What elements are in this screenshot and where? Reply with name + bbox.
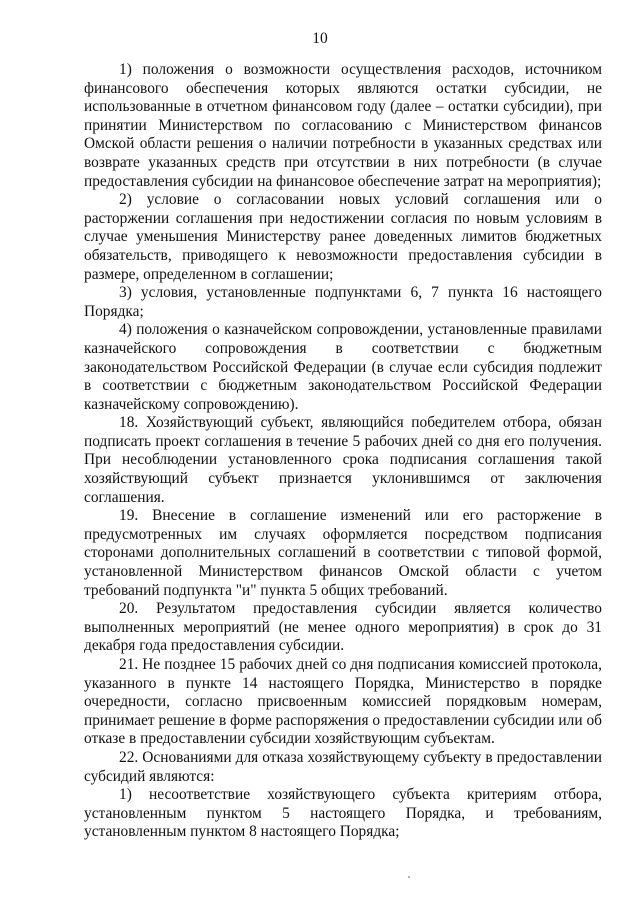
paragraph-clause-18: 18. Хозяйствующий субъект, являющийся победителем отбора, обязан подписать проект соглашения в течение 5 рабочих дней со дня его получения. При несоблюдении установленного срока подписания соглашения такой хозяйствующий субъект признается уклонившимся от заключения соглашения. — [84, 414, 602, 506]
paragraph-item-1: 1) положения о возможности осуществления расходов, источником финансового обеспечения которых являются остатки субсидии, не использованные в отчетном финансовом году (далее – остатки субсидии), при принятии Министерством по согласованию с Министерством финансов Омской области решения о наличии потребности в указанных средствах или возврате указанных средств при отсутствии в них потребности (в случае предоставления субсидии на финансовое обеспечение затрат на мероприятия); — [84, 61, 602, 190]
paragraph-clause-22: 22. Основаниями для отказа хозяйствующему субъекту в предоставлении субсидий являются: — [84, 748, 602, 785]
document-body — [84, 61, 602, 842]
page-number: 10 — [312, 30, 328, 47]
paragraph-item-2: 2) условие о согласовании новых условий соглашения или о расторжении соглашения при недостижении согласия по новым условиям в случае уменьшения Министерству ранее доведенных лимитов бюджетных обязательств, приводящего к невозможности предоставления субсидии в размере, определенном в соглашении; — [84, 191, 602, 283]
scan-speck — [408, 876, 410, 878]
paragraph-clause-20: 20. Результатом предоставления субсидии является количество выполненных мероприятий (не менее одного мероприятия) в срок до 31 декабря года предоставления субсидии. — [84, 600, 602, 655]
paragraph-clause-19: 19. Внесение в соглашение изменений или его расторжение в предусмотренных им случаях оформляется посредством подписания сторонами дополнительных соглашений в соответствии с типовой формой, установленной Министерством финансов Омской области с учетом требований подпункта "и" пункта 5 общих требований. — [84, 507, 602, 599]
paragraph-item-4: 4) положения о казначейском сопровождении, установленные правилами казначейского сопровождения в соответствии с бюджетным законодательством Российской Федерации (в случае если субсидия подлежит в соответствии с бюджетным законодательством Российской Федерации казначейскому сопровождению). — [84, 321, 602, 413]
paragraph-clause-21: 21. Не позднее 15 рабочих дней со дня подписания комиссией протокола, указанного в пункте 14 настоящего Порядка, Министерство в порядке очередности, согласно присвоенным комиссией порядковым номерам, принимает решение в форме распоряжения о предоставлении субсидии или об отказе в предоставлении субсидии хозяйствующим субъектам. — [84, 656, 602, 748]
paragraph-item-3: 3) условия, установленные подпунктами 6, 7 пункта 16 настоящего Порядка; — [84, 284, 602, 320]
paragraph-clause-22-item-1: 1) несоответствие хозяйствующего субъекта критериям отбора, установленным пунктом 5 настоящего Порядка, и требованиям, установленным пунктом 8 настоящего Порядка; — [84, 786, 602, 841]
